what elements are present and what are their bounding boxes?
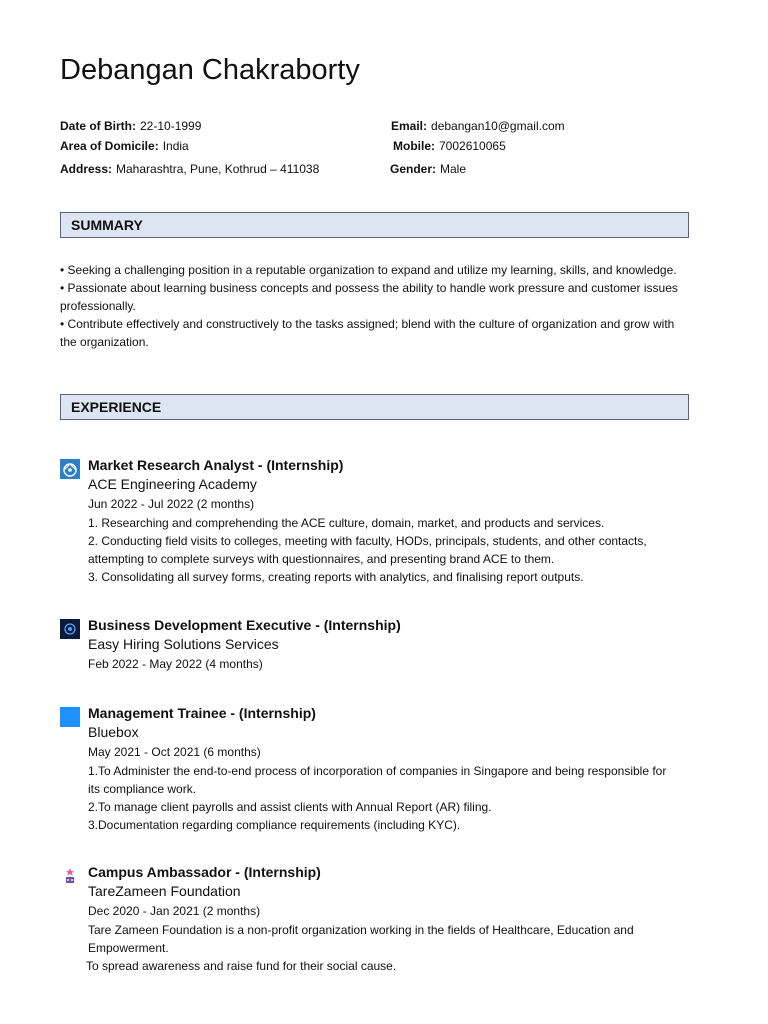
experience-heading: EXPERIENCE bbox=[60, 394, 689, 420]
candidate-name: Debangan Chakraborty bbox=[60, 54, 360, 86]
job-detail-line: 1.To Administer the end-to-end process of incorporation of companies in Singapore and being responsible for its compliance work. bbox=[88, 764, 667, 796]
tarezameen-logo-icon bbox=[60, 866, 80, 886]
job-title: Business Development Executive - (Internship) bbox=[88, 617, 401, 633]
dob-value: 22-10-1999 bbox=[140, 119, 202, 133]
email-value[interactable]: debangan10@gmail.com bbox=[431, 119, 565, 133]
mobile-row bbox=[393, 139, 506, 153]
job-dates: Feb 2022 - May 2022 (4 months) bbox=[88, 657, 263, 671]
company-name: Easy Hiring Solutions Services bbox=[88, 636, 279, 652]
job-detail-line: 3.Documentation regarding compliance requirements (including KYC). bbox=[88, 818, 461, 832]
job-title: Management Trainee - (Internship) bbox=[88, 705, 316, 721]
gender-label: Gender: bbox=[390, 162, 437, 176]
job-detail-line: To spread awareness and raise fund for their social cause. bbox=[86, 959, 397, 973]
bluebox-logo-icon bbox=[60, 707, 80, 727]
address-value: Maharashtra, Pune, Kothrud – 411038 bbox=[116, 162, 320, 176]
job-dates: Jun 2022 - Jul 2022 (2 months) bbox=[88, 497, 255, 511]
job-dates: Dec 2020 - Jan 2021 (2 months) bbox=[88, 904, 261, 918]
gender-value: Male bbox=[440, 162, 467, 176]
job-details bbox=[88, 921, 678, 975]
summary-heading: SUMMARY bbox=[60, 212, 689, 238]
domicile-label: Area of Domicile: bbox=[60, 139, 159, 153]
dob-row bbox=[60, 119, 201, 133]
job-title: Market Research Analyst - (Internship) bbox=[88, 457, 344, 473]
company-name: ACE Engineering Academy bbox=[88, 476, 257, 492]
summary-point: • Passionate about learning business concepts and possess the ability to handle work pressure and customer issues professionally. bbox=[60, 281, 678, 313]
company-name: TareZameen Foundation bbox=[88, 883, 241, 899]
dob-label: Date of Birth: bbox=[60, 119, 136, 133]
job-details bbox=[88, 514, 678, 586]
summary-point: • Contribute effectively and constructively to the tasks assigned; blend with the culture of organization and grow with the organization. bbox=[60, 317, 675, 349]
job-detail-line: Tare Zameen Foundation is a non-profit organization working in the fields of Healthcare, Education and Empowerment. bbox=[88, 923, 634, 955]
job-details bbox=[88, 762, 678, 834]
email-label: Email: bbox=[391, 119, 428, 133]
summary-point: • Seeking a challenging position in a reputable organization to expand and utilize my learning, skills, and knowledge. bbox=[60, 263, 677, 277]
job-detail-line: 2. Conducting field visits to colleges, meeting with faculty, HODs, principals, students, and other contacts, attempting to complete surveys with questionnaires, and presenting brand ACE to them. bbox=[88, 534, 647, 566]
job-detail-line: 2.To manage client payrolls and assist clients with Annual Report (AR) filing. bbox=[88, 800, 492, 814]
job-title: Campus Ambassador - (Internship) bbox=[88, 864, 321, 880]
gender-row bbox=[390, 162, 466, 176]
job-detail-line: 1. Researching and comprehending the ACE culture, domain, market, and products and services. bbox=[88, 516, 605, 530]
address-row bbox=[60, 162, 319, 176]
mobile-value: 7002610065 bbox=[439, 139, 506, 153]
mobile-label: Mobile: bbox=[393, 139, 435, 153]
summary-section bbox=[60, 261, 680, 351]
easy-hiring-logo-icon bbox=[60, 619, 80, 639]
address-label: Address: bbox=[60, 162, 113, 176]
domicile-value: India bbox=[162, 139, 189, 153]
company-name: Bluebox bbox=[88, 724, 139, 740]
domicile-row bbox=[60, 139, 189, 153]
job-detail-line: 3. Consolidating all survey forms, creating reports with analytics, and finalising report outputs. bbox=[88, 570, 584, 584]
job-dates: May 2021 - Oct 2021 (6 months) bbox=[88, 745, 261, 759]
email-row bbox=[391, 119, 565, 133]
ace-academy-logo-icon bbox=[60, 459, 80, 479]
